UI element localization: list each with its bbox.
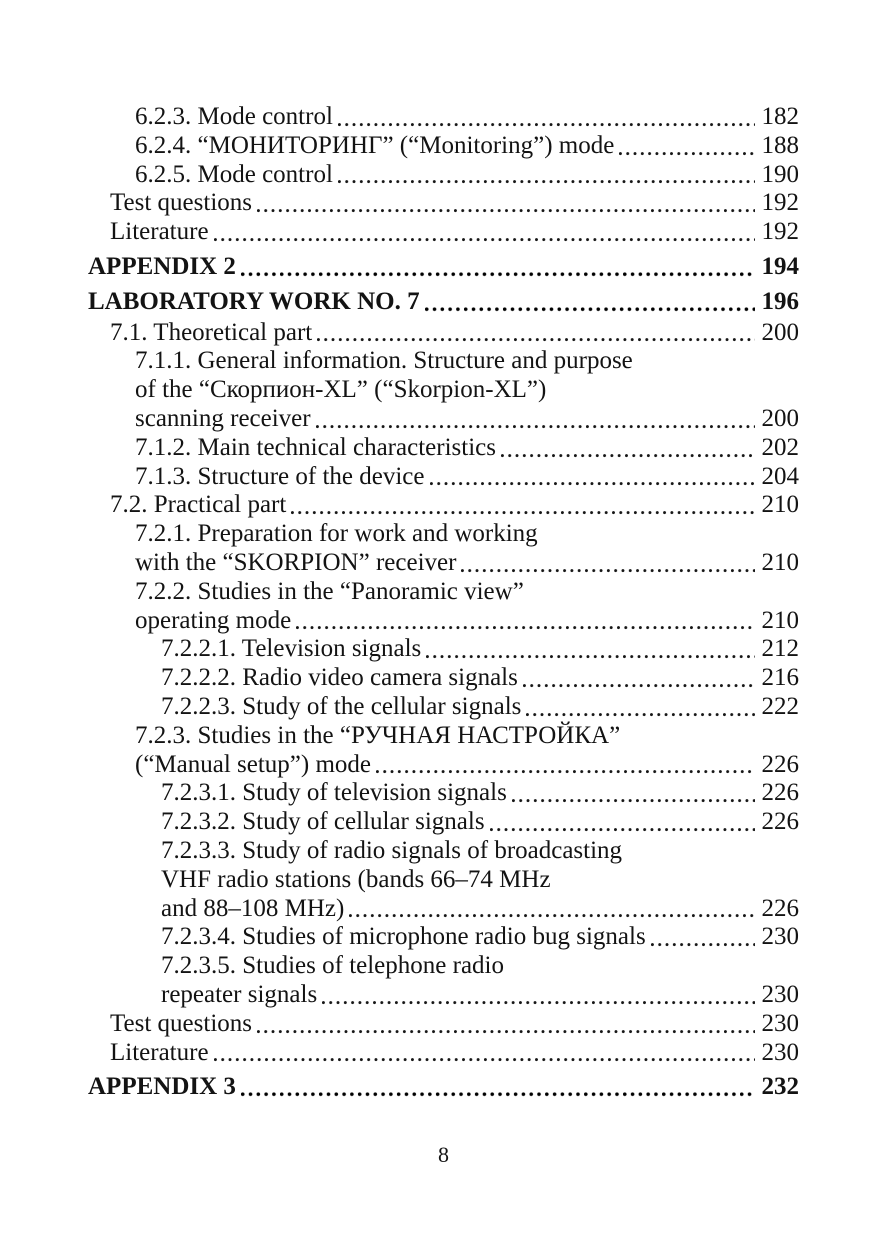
- dot-leader: [214, 237, 755, 242]
- dot-leader: [214, 1057, 755, 1062]
- toc-page-number: 194: [761, 252, 799, 280]
- toc-page-number: 182: [761, 103, 799, 130]
- dot-leader: [430, 481, 755, 486]
- toc-entry-title: LABORATORY WORK NO. 7: [88, 287, 420, 315]
- toc-entry: [88, 434, 799, 463]
- toc-entry-title: Test questions: [110, 1009, 252, 1037]
- toc-page-number: 216: [761, 664, 799, 692]
- toc-page-number: 226: [761, 808, 799, 836]
- toc-entry-line: [135, 434, 799, 463]
- toc-entry: [88, 578, 799, 636]
- toc-entry-title: scanning receiver: [135, 404, 311, 432]
- toc-entry: [88, 218, 799, 247]
- footer-page-number: 8: [438, 1142, 449, 1167]
- toc-entry-title: 7.2.3.1. Study of television signals: [161, 779, 507, 807]
- toc-entry: [88, 491, 799, 520]
- toc-entry-line: [135, 132, 799, 161]
- page-footer: [88, 1141, 799, 1169]
- toc-page-number: 230: [761, 1009, 799, 1037]
- dot-leader: [376, 769, 754, 774]
- toc-entry-title: 7.1. Theoretical part: [110, 318, 313, 346]
- toc-entry-line: [88, 288, 799, 317]
- toc-entry: [88, 664, 799, 693]
- toc-entry-title: APPENDIX 3: [88, 1073, 236, 1101]
- toc-entry-title: 7.2.2.2. Radio video camera signals: [161, 664, 518, 692]
- toc-entry-continuation-line: [135, 722, 799, 751]
- toc-entry-line: [110, 1039, 799, 1068]
- toc-entry-continuation-line: [161, 866, 799, 895]
- toc-entry-title: Test questions: [110, 189, 252, 217]
- toc-entry-title: Literature: [110, 1038, 209, 1066]
- toc-entry-line: [161, 808, 799, 837]
- toc-entry-title: APPENDIX 2: [88, 252, 236, 280]
- toc-page-number: 202: [761, 433, 799, 461]
- toc-entry-line: [161, 895, 799, 924]
- dot-leader: [317, 337, 754, 342]
- dot-leader: [490, 827, 755, 832]
- toc-page-number: 230: [761, 980, 799, 1008]
- toc-entry-title: 7.2.2.3. Study of the cellular signals: [161, 692, 522, 720]
- toc-entry-title: 7.2.2.1. Television signals: [161, 635, 422, 663]
- toc-entry: [88, 347, 799, 433]
- toc-entry: [88, 161, 799, 190]
- toc-entry-title: 7.2.1. Preparation for work and working: [135, 520, 538, 548]
- toc-entry-title: 7.2. Practical part: [110, 491, 287, 519]
- dot-leader: [461, 568, 754, 573]
- toc-entry: [88, 952, 799, 1010]
- toc-entry-title: 6.2.3. Mode control: [135, 103, 333, 130]
- toc-entry-title: 7.2.3. Studies in the “РУЧНАЯ НАСТРОЙКА”: [135, 721, 621, 749]
- dot-leader: [501, 453, 755, 458]
- toc-entry-title: repeater signals: [161, 980, 318, 1008]
- toc-entry-title: 7.2.2. Studies in the “Panoramic view”: [135, 577, 524, 605]
- toc-entry-title: 7.2.3.2. Study of cellular signals: [161, 808, 485, 836]
- toc-entry-continuation-line: [135, 376, 799, 405]
- toc-entry-line: [110, 189, 799, 218]
- toc-entry-continuation-line: [161, 952, 799, 981]
- dot-leader: [241, 1092, 755, 1097]
- dot-leader: [296, 625, 754, 630]
- toc-entry: [88, 837, 799, 923]
- toc-entry-title: 7.1.3. Structure of the device: [135, 462, 425, 490]
- toc-entry-line: [135, 463, 799, 492]
- dot-leader: [526, 712, 754, 717]
- toc-entry-line: [161, 635, 799, 664]
- toc-page-number: 230: [761, 923, 799, 951]
- toc-entry: [88, 1010, 799, 1039]
- dot-leader: [322, 1000, 754, 1005]
- toc-entry: [88, 779, 799, 808]
- toc-entry-continuation-line: [135, 347, 799, 376]
- toc-entry-line: [135, 751, 799, 780]
- toc-entry-line: [135, 607, 799, 636]
- toc-entry-title: of the “Скорпион-XL” (“Skorpion-XL”): [135, 376, 547, 404]
- toc-entry-line: [110, 491, 799, 520]
- toc-page-number: 200: [761, 404, 799, 432]
- toc-entry-line: [88, 1073, 799, 1102]
- toc-entry-title: VHF radio stations (bands 66–74 MHz: [161, 865, 551, 893]
- dot-leader: [425, 307, 755, 312]
- toc-entry-continuation-line: [135, 520, 799, 549]
- toc-entry-continuation-line: [135, 578, 799, 607]
- toc-entry-title: 7.1.1. General information. Structure and purpose: [135, 347, 633, 375]
- dot-leader: [338, 179, 755, 184]
- toc-entry: [88, 722, 799, 780]
- toc-page-number: 196: [761, 287, 799, 315]
- toc-entry-line: [161, 779, 799, 808]
- dot-leader: [651, 942, 755, 947]
- dot-leader: [316, 424, 755, 429]
- toc-entry: [88, 635, 799, 664]
- toc-entry-continuation-line: [161, 837, 799, 866]
- toc-page-number: 222: [761, 692, 799, 720]
- toc-entry: [88, 103, 799, 132]
- toc-page-number: 188: [761, 131, 799, 159]
- dot-leader: [349, 913, 754, 918]
- toc-page-number: 210: [761, 548, 799, 576]
- toc-page-number: 204: [761, 462, 799, 490]
- dot-leader: [257, 208, 755, 213]
- toc-page-number: 226: [761, 750, 799, 778]
- toc-entry: [88, 923, 799, 952]
- toc-entry: [88, 693, 799, 722]
- toc-page-number: 230: [761, 1038, 799, 1066]
- toc-entry-line: [161, 981, 799, 1010]
- toc-entry-line: [161, 923, 799, 952]
- toc-entry-title: 6.2.5. Mode control: [135, 160, 333, 188]
- toc-entry-title: and 88–108 MHz): [161, 894, 345, 922]
- dot-leader: [241, 272, 755, 277]
- toc-entry-line: [161, 664, 799, 693]
- toc-entry-line: [135, 549, 799, 578]
- toc-entry: [88, 253, 799, 282]
- toc-page-number: 200: [761, 318, 799, 346]
- table-of-contents: [88, 103, 799, 1104]
- toc-entry-title: (“Manual setup”) mode: [135, 750, 372, 778]
- toc-entry-title: Literature: [110, 218, 209, 246]
- toc-entry-title: 7.1.2. Main technical characteristics: [135, 433, 496, 461]
- toc-entry: [88, 1073, 799, 1102]
- toc-entry-line: [88, 253, 799, 282]
- toc-page-number: 226: [761, 779, 799, 807]
- toc-page-number: 192: [761, 218, 799, 246]
- dot-leader: [291, 510, 754, 515]
- toc-entry: [88, 288, 799, 317]
- toc-entry: [88, 1039, 799, 1068]
- toc-entry: [88, 808, 799, 837]
- toc-entry: [88, 520, 799, 578]
- toc-entry-line: [110, 319, 799, 348]
- dot-leader: [257, 1029, 755, 1034]
- dot-leader: [512, 798, 755, 803]
- toc-entry-title: with the “SKORPION” receiver: [135, 548, 457, 576]
- toc-entry: [88, 132, 799, 161]
- toc-page-number: 192: [761, 189, 799, 217]
- toc-entry: [88, 463, 799, 492]
- toc-page-number: 226: [761, 894, 799, 922]
- dot-leader: [338, 122, 755, 127]
- toc-entry-title: 6.2.4. “МОНИТОРИНГ” (“Monitoring”) mode: [135, 131, 615, 159]
- toc-entry: [88, 319, 799, 348]
- toc-entry: [88, 189, 799, 218]
- toc-entry-line: [135, 103, 799, 132]
- dot-leader: [619, 151, 754, 156]
- toc-page-number: 190: [761, 160, 799, 188]
- toc-entry-title: 7.2.3.4. Studies of microphone radio bug signals: [161, 923, 646, 951]
- dot-leader: [523, 683, 755, 688]
- toc-entry-line: [161, 693, 799, 722]
- dot-leader: [426, 654, 754, 659]
- toc-entry-title: 7.2.3.3. Study of radio signals of broadcasting: [161, 836, 623, 864]
- toc-page-number: 210: [761, 606, 799, 634]
- toc-entry-line: [110, 218, 799, 247]
- toc-page-number: 232: [761, 1073, 799, 1101]
- toc-page-number: 212: [761, 635, 799, 663]
- toc-entry-line: [110, 1010, 799, 1039]
- toc-entry-title: 7.2.3.5. Studies of telephone radio: [161, 952, 504, 980]
- toc-entry-title: operating mode: [135, 606, 292, 634]
- toc-page-number: 210: [761, 491, 799, 519]
- toc-entry-line: [135, 405, 799, 434]
- toc-entry-line: [135, 161, 799, 190]
